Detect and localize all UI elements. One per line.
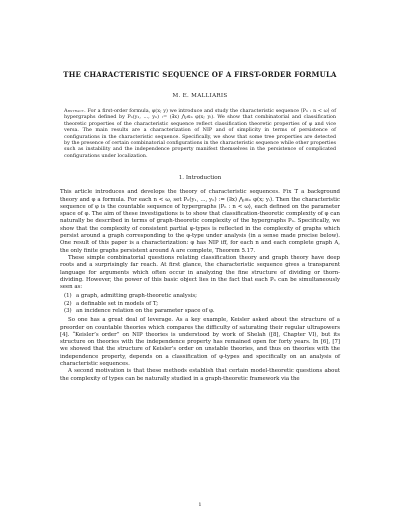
paragraph-1: This article introduces and develops the theory of characteristic sequences. Fix T a background theory and φ a formula. For each n < ω, set Pₙ(y₁, ..., yₙ) := (∃x) ⋀ᵢ≤ₙ φ(x; yᵢ). Then the characteristic sequence of φ is the countable sequence of hypergraphs ⟨Pₙ : n < ω⟩, each defined on the parameter space of φ. The aim of these investigations is to show that classification-theoretic complexity of φ can naturally be described in terms of graph-theoretic complexity of the hypergraphs Pₙ. Specifically, we show that the complexity of consistent partial φ-types is reflected in the complexity of graphs which persist around a graph corresponding to the φ-type under analysis (in a sense made precise below). One result of this paper is a characterization: φ has NIP iff, for each n and each complete graph A, the only finite graphs persistent around A are complete, Theorem 5.17. — [60, 189, 340, 254]
list-item — [60, 293, 340, 300]
list-item-number: (2) — [64, 300, 72, 307]
paragraph-2: These simple combinatorial questions relating classification theory and graph theory have deep roots and a surprisingly far reach. At first glance, the characteristic sequence gives a transparent language for arguments which often occur in analyzing the fine structure of dividing or thorn-dividing. However, the power of this basic object lies in the fact that each Pₙ can be simultaneously seen as: — [60, 254, 340, 291]
page-number: 1 — [198, 502, 202, 508]
list-item-text: a definable set in models of T; — [76, 300, 159, 307]
list-item-number: (3) — [64, 308, 72, 314]
paragraph-3: So one has a great deal of leverage. As a key example, Keisler asked about the structure of a preorder on countable theories which compares the difficulty of saturating their regular ultrapowers [4]. “Keisler’s order” on NIP theories is understood by work of Shelah ([8], Chapter VI), but its structure on theories with the independence property has remained open for forty years. In [6], [7] we showed that the structure of Keisler’s order on unstable theories, and thus on theories with the independence property, depends on a classification of φ-types and specifically on an analysis of characteristic sequences. — [60, 317, 340, 368]
abstract-label: Abstract. — [64, 108, 86, 114]
list-item-text: an incidence relation on the parameter space of φ. — [76, 308, 215, 314]
paper-author: M. E. MALLIARIS — [172, 93, 228, 99]
paper-title: THE CHARACTERISTIC SEQUENCE OF A FIRST-ORDER FORMULA — [63, 70, 337, 79]
list-item-text: a graph, admitting graph-theoretic analysis; — [76, 293, 197, 300]
abstract-text: For a first-order formula, φ(x; y) we introduce and study the characteristic sequence ⟨Pₙ : n < ω⟩ of hypergraphs defined by Pₙ(y₁, ..., yₙ) := (∃x) ⋀ᵢ≤ₙ φ(x; yᵢ). We show that combinatorial and classification theoretic properties of the characteristic sequence reflect classification theoretic properties of φ and vice versa. The main results are a characterization of NIP and of simplicity in terms of persistence of configurations in the characteristic sequence. Specifically, we show that some tree properties are detected by the presence of certain combinatorial configurations in the characteristic sequence while other properties such as instability and the independence property manifest themselves in the persistence of complicated configurations under localization. — [64, 108, 336, 159]
list-item — [60, 301, 340, 308]
list-item-number: (1) — [64, 293, 72, 300]
abstract — [64, 108, 336, 159]
list-item — [60, 308, 340, 315]
enumerated-list — [60, 293, 340, 315]
paragraph-4: A second motivation is that these methods establish that certain model-theoretic questions about the complexity of types can be naturally studied in a graph-theoretic framework via the — [60, 368, 340, 382]
body-text — [60, 189, 340, 383]
section-heading-introduction: 1. Introduction — [178, 175, 222, 182]
